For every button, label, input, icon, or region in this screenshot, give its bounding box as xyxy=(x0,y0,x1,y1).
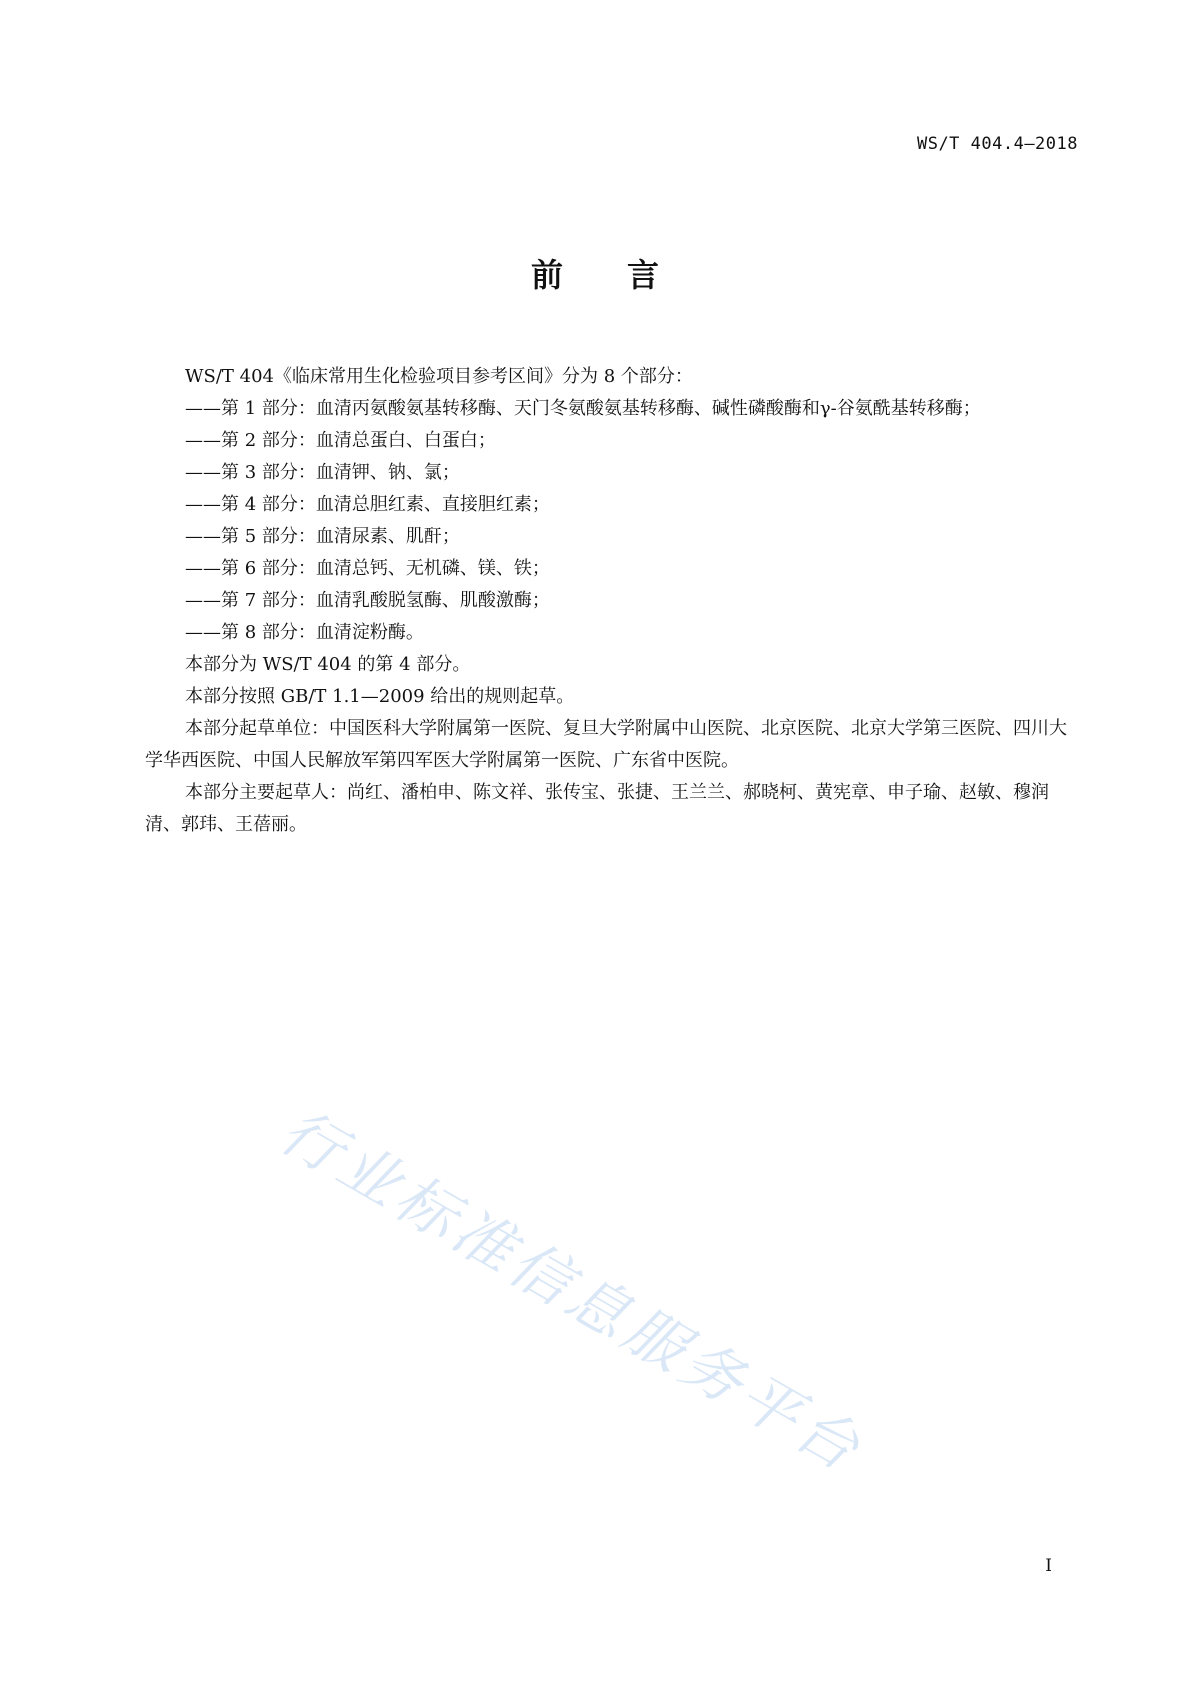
list-item: ——第 7 部分：血清乳酸脱氢酶、肌酸激酶； xyxy=(185,590,550,611)
drafting-units-paragraph: 本部分起草单位：中国医科大学附属第一医院、复旦大学附属中山医院、北京医院、北京大学第三医院、四川大学华西医院、中国人民解放军第四军医大学附属第一医院、广东省中医院。 xyxy=(145,718,1067,771)
this-part-paragraph: 本部分为 WS/T 404 的第 4 部分。 xyxy=(185,654,471,675)
intro-paragraph: WS/T 404《临床常用生化检验项目参考区间》分为 8 个部分： xyxy=(185,366,693,387)
list-item: ——第 5 部分：血清尿素、肌酐； xyxy=(185,526,460,547)
page-number: I xyxy=(1045,1556,1052,1576)
standard-code: WS/T 404.4—2018 xyxy=(916,134,1078,154)
title-char-2: 言 xyxy=(627,256,660,294)
watermark: 行业标准信息服务平台 xyxy=(268,1096,876,1487)
drafting-rules-paragraph: 本部分按照 GB/T 1.1—2009 给出的规则起草。 xyxy=(185,686,575,707)
page-title xyxy=(0,250,1190,296)
list-item: ——第 1 部分：血清丙氨酸氨基转移酶、天门冬氨酸氨基转移酶、碱性磷酸酶和γ-谷氨酰基转移酶； xyxy=(185,398,981,419)
foreword-body xyxy=(145,361,1080,841)
list-item: ——第 8 部分：血清淀粉酶。 xyxy=(185,622,424,643)
list-item: ——第 3 部分：血清钾、钠、氯； xyxy=(185,462,460,483)
parts-list xyxy=(145,393,1080,649)
title-char-1: 前 xyxy=(530,256,563,294)
list-item: ——第 6 部分：血清总钙、无机磷、镁、铁； xyxy=(185,558,550,579)
list-item: ——第 4 部分：血清总胆红素、直接胆红素； xyxy=(185,494,550,515)
list-item: ——第 2 部分：血清总蛋白、白蛋白； xyxy=(185,430,496,451)
drafters-paragraph: 本部分主要起草人：尚红、潘柏申、陈文祥、张传宝、张捷、王兰兰、郝晓柯、黄宪章、申子瑜、赵敏、穆润清、郭玮、王蓓丽。 xyxy=(145,782,1049,835)
